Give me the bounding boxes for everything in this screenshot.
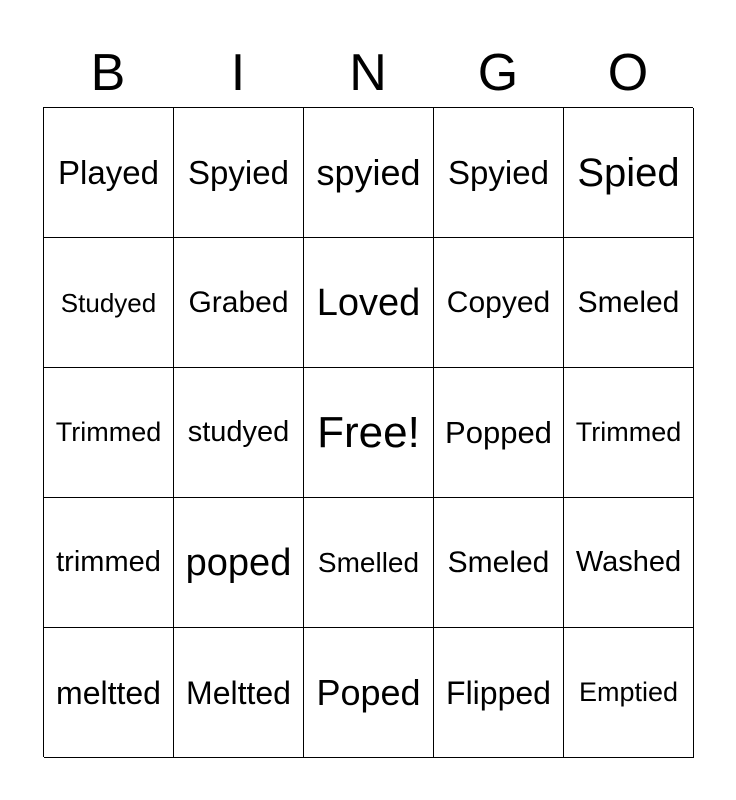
bingo-cell[interactable]: meltted	[44, 628, 174, 758]
bingo-cell[interactable]: Poped	[304, 628, 434, 758]
header-letter-i: I	[230, 44, 246, 102]
bingo-cell[interactable]: Smeled	[434, 498, 564, 628]
bingo-cell[interactable]: Trimmed	[44, 368, 174, 498]
free-space-cell[interactable]: Free!	[304, 368, 434, 498]
bingo-cell[interactable]: Smelled	[304, 498, 434, 628]
bingo-cell[interactable]: Washed	[564, 498, 694, 628]
bingo-header	[43, 40, 693, 106]
bingo-cell[interactable]: studyed	[174, 368, 304, 498]
bingo-cell[interactable]: Spyied	[174, 108, 304, 238]
bingo-cell[interactable]: Played	[44, 108, 174, 238]
bingo-cell[interactable]: Studyed	[44, 238, 174, 368]
bingo-board	[43, 107, 693, 757]
bingo-cell[interactable]: Trimmed	[564, 368, 694, 498]
header-letter-o: O	[607, 44, 649, 102]
bingo-cell[interactable]: Meltted	[174, 628, 304, 758]
bingo-cell[interactable]: Smeled	[564, 238, 694, 368]
bingo-cell[interactable]: Spied	[564, 108, 694, 238]
bingo-cell[interactable]: trimmed	[44, 498, 174, 628]
bingo-cell[interactable]: Grabed	[174, 238, 304, 368]
header-letter-b: B	[90, 44, 126, 102]
bingo-cell[interactable]: Popped	[434, 368, 564, 498]
bingo-cell[interactable]: Copyed	[434, 238, 564, 368]
bingo-cell[interactable]: Flipped	[434, 628, 564, 758]
header-letter-g: G	[477, 44, 519, 102]
bingo-cell[interactable]: Spyied	[434, 108, 564, 238]
bingo-cell[interactable]: spyied	[304, 108, 434, 238]
bingo-cell[interactable]: Loved	[304, 238, 434, 368]
header-letter-n: N	[349, 44, 387, 102]
bingo-cell[interactable]: poped	[174, 498, 304, 628]
bingo-cell[interactable]: Emptied	[564, 628, 694, 758]
